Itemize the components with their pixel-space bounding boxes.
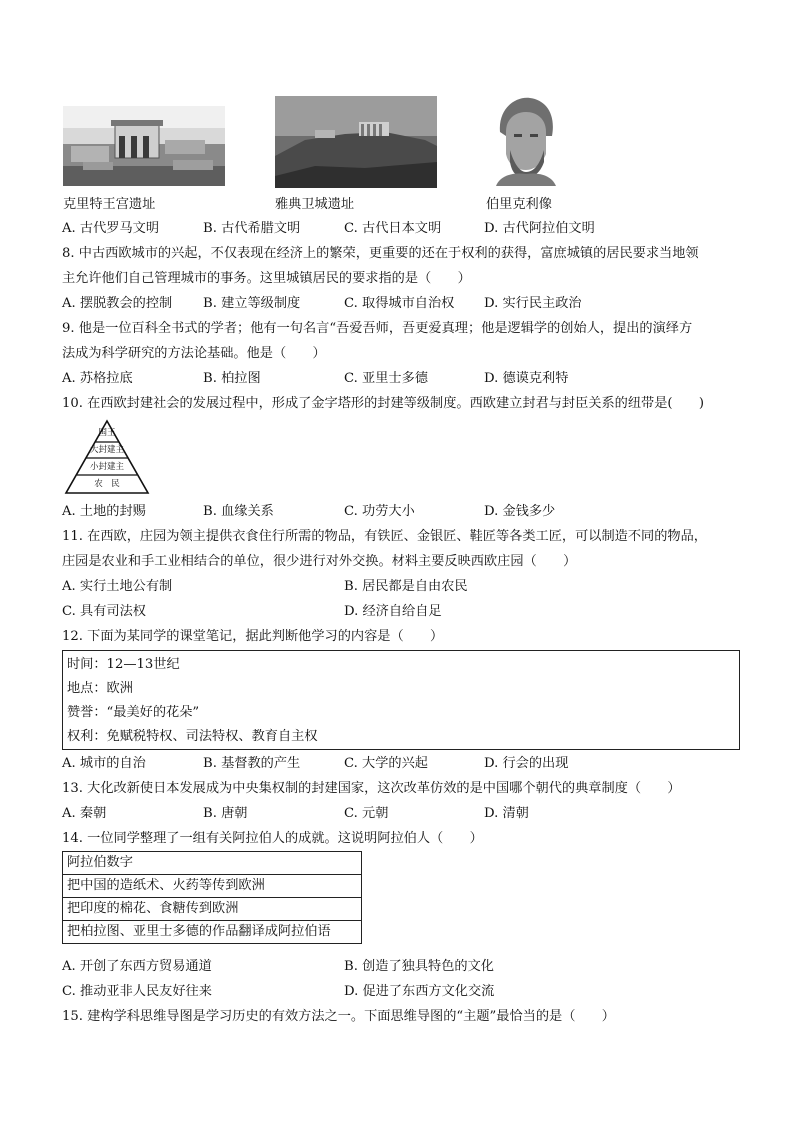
q14-option-b[interactable]: B. 创造了独具特色的文化 [344,959,494,974]
pyramid-level-great-lords: 大封建主 [89,445,124,455]
q10-option-c[interactable]: C. 功劳大小 [344,504,415,519]
q8-option-b[interactable]: B. 建立等级制度 [203,296,301,311]
q9-option-b[interactable]: B. 柏拉图 [203,371,261,386]
table-cell: 阿拉伯数字 [63,852,362,875]
pyramid-level-lesser-lords: 小封建主 [89,462,124,472]
pyramid-level-king: 国王 [98,428,116,438]
q7-option-a[interactable]: A. 古代罗马文明 [62,221,160,236]
q12-option-c[interactable]: C. 大学的兴起 [344,756,428,771]
arab-achievements-table [62,851,362,944]
q10-option-a[interactable]: A. 土地的封赐 [62,504,146,519]
note-time: 时间：12—13世纪 [67,657,180,672]
class-notes-box [62,650,740,750]
q10-option-b[interactable]: B. 血缘关系 [203,504,274,519]
q14-option-c[interactable]: C. 推动亚非人民友好往来 [62,984,212,999]
q7-option-b[interactable]: B. 古代希腊文明 [203,221,301,236]
table-row [63,852,362,875]
q14-stem: 14. 一位同学整理了一组有关阿拉伯人的成就。这说明阿拉伯人（ ） [62,831,483,846]
q9-option-d[interactable]: D. 德谟克利特 [484,371,569,386]
q11-option-c[interactable]: C. 具有司法权 [62,604,146,619]
q13-option-c[interactable]: C. 元朝 [344,806,389,821]
q8-stem-line-1: 8. 中古西欧城市的兴起，不仅表现在经济上的繁荣，更重要的还在于权利的获得，富庶城镇的居民要求当地领 [62,246,699,261]
q12-option-b[interactable]: B. 基督教的产生 [203,756,301,771]
q8-stem-line-2: 主允许他们自己管理城市的事务。这里城镇居民的要求指的是（ ） [62,271,471,286]
q11-option-a[interactable]: A. 实行土地公有制 [62,579,173,594]
q13-option-d[interactable]: D. 清朝 [484,806,529,821]
q13-stem: 13. 大化改新使日本发展成为中央集权制的封建国家，这次改革仿效的是中国哪个朝代的典章制度（ ） [62,781,681,796]
q13-option-a[interactable]: A. 秦朝 [62,806,107,821]
table-row [63,898,362,921]
q12-option-a[interactable]: A. 城市的自治 [62,756,146,771]
table-cell: 把印度的棉花、食糖传到欧洲 [63,898,362,921]
q15-stem: 15. 建构学科思维导图是学习历史的有效方法之一。下面思维导图的“主题”最恰当的是（ ） [62,1009,615,1024]
table-row [63,875,362,898]
athens-acropolis-photo [275,96,437,188]
q13-option-b[interactable]: B. 唐朝 [203,806,248,821]
table-cell: 把中国的造纸术、火药等传到欧洲 [63,875,362,898]
note-rights: 权利：免赋税特权、司法特权、教育自主权 [67,729,318,744]
note-praise: 赞誉：“最美好的花朵” [67,705,200,720]
q11-stem-line-1: 11. 在西欧，庄园为领主提供衣食住行所需的物品，有铁匠、金银匠、鞋匠等各类工匠，可以制造不同的物品， [62,529,707,544]
q7-option-d[interactable]: D. 古代阿拉伯文明 [484,221,595,236]
pyramid-level-peasants: 农 民 [94,479,120,489]
q12-stem: 12. 下面为某同学的课堂笔记，据此判断他学习的内容是（ ） [62,629,444,644]
feudal-pyramid-diagram [64,419,150,495]
q12-option-d[interactable]: D. 行会的出现 [484,756,569,771]
q14-option-a[interactable]: A. 开创了东西方贸易通道 [62,959,212,974]
q10-option-d[interactable]: D. 金钱多少 [484,504,556,519]
q8-option-a[interactable]: A. 摆脱教会的控制 [62,296,173,311]
q9-stem-line-1: 9. 他是一位百科全书式的学者；他有一句名言“吾爱吾师，吾更爱真理；他是逻辑学的创始人，提出的演绎方 [62,321,693,336]
q10-stem: 10. 在西欧封建社会的发展过程中，形成了金字塔形的封建等级制度。西欧建立封君与封臣关系的纽带是( ) [62,396,705,411]
q8-option-d[interactable]: D. 实行民主政治 [484,296,582,311]
q11-stem-line-2: 庄园是农业和手工业相结合的单位，很少进行对外交换。材料主要反映西欧庄园（ ） [62,554,577,569]
q7-option-c[interactable]: C. 古代日本文明 [344,221,442,236]
crete-caption: 克里特王宫遗址 [63,197,156,212]
q8-option-c[interactable]: C. 取得城市自治权 [344,296,455,311]
q9-option-a[interactable]: A. 苏格拉底 [62,371,133,386]
q9-option-c[interactable]: C. 亚里士多德 [344,371,428,386]
pericles-bust-photo [486,92,564,186]
q11-option-d[interactable]: D. 经济自给自足 [344,604,442,619]
crete-palace-photo [63,106,225,186]
table-cell: 把柏拉图、亚里士多德的作品翻译成阿拉伯语 [63,921,362,944]
pericles-caption: 伯里克利像 [486,197,552,212]
athens-caption: 雅典卫城遗址 [275,197,355,212]
table-row [63,921,362,944]
q14-option-d[interactable]: D. 促进了东西方文化交流 [344,984,495,999]
note-place: 地点：欧洲 [67,681,133,696]
q9-stem-line-2: 法成为科学研究的方法论基础。他是（ ） [62,346,326,361]
q11-option-b[interactable]: B. 居民都是自由农民 [344,579,468,594]
